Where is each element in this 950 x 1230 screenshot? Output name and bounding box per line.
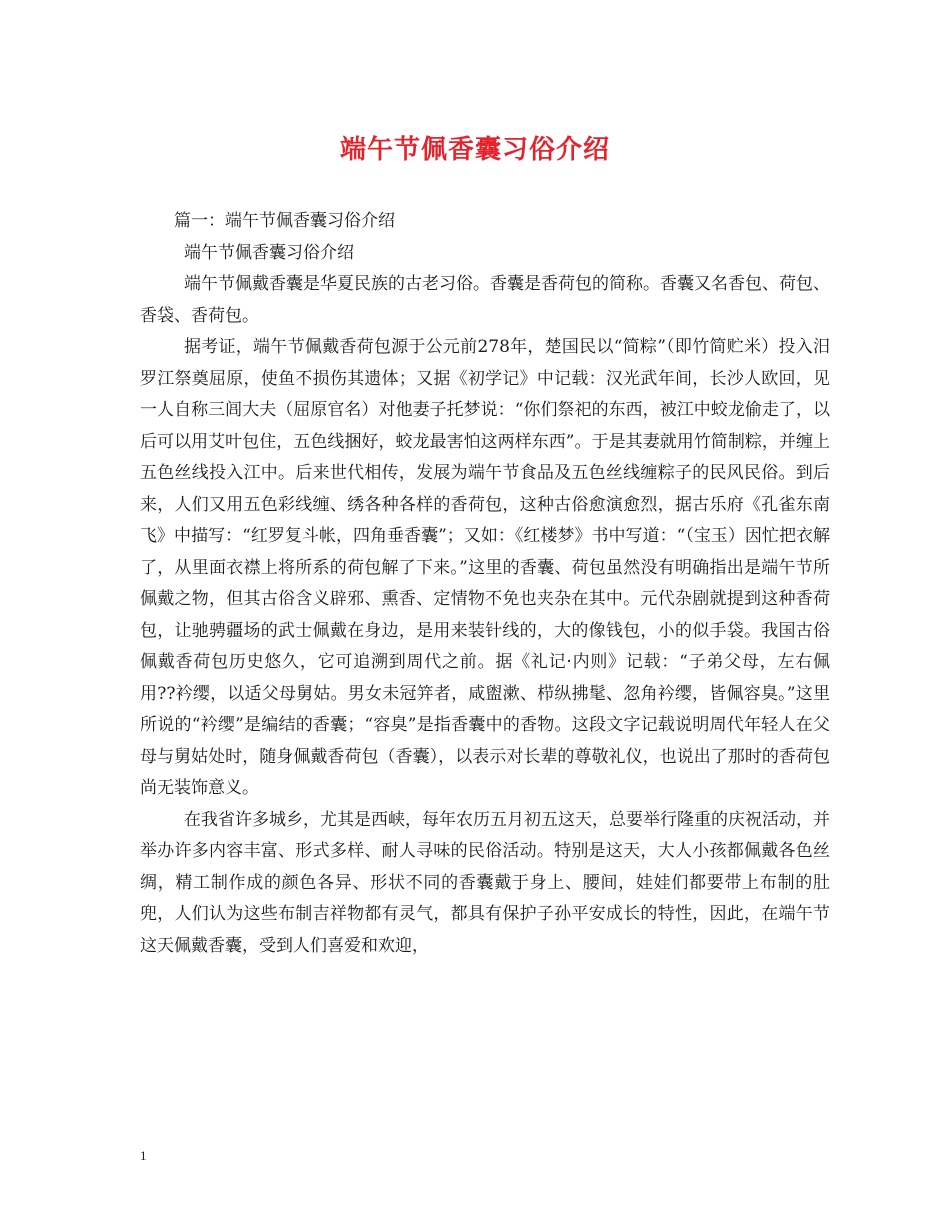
document-body (140, 206, 830, 962)
sub-heading: 端午节佩香囊习俗介绍 (184, 242, 354, 263)
paragraph-intro: 端午节佩戴香囊是华夏民族的古老习俗。香囊是香荷包的简称。香囊又名香包、荷包、香袋、香荷包。 (140, 274, 830, 326)
paragraph-local-custom: 在我省许多城乡，尤其是西峡，每年农历五月初五这天，总要举行隆重的庆祝活动，并举办许多内容丰富、形式多样、耐人寻味的民俗活动。特别是这天，大人小孩都佩戴各色丝绸，精工制作成的颜色各异、形状不同的香囊戴于身上、腰间，娃娃们都要带上布制的肚兜，人们认为这些布制吉祥物都有灵气，都具有保护子孙平安成长的特性，因此，在端午节这天佩戴香囊，受到人们喜爱和欢迎， (140, 809, 830, 956)
section-heading: 篇一：端午节佩香囊习俗介绍 (174, 211, 395, 231)
paragraph-history: 据考证，端午节佩戴香荷包源于公元前278年，楚国民以“简粽”（即竹简贮米）投入汨罗江祭奠屈原，使鱼不损伤其遗体；又据《初学记》中记载：汉光武年间，长沙人欧回，见一人自称三闾大夫（屈原官名）对他妻子托梦说：“你们祭祀的东西，被江中蛟龙偷走了，以后可以用艾叶包住，五色线捆好，蛟龙最害怕这两样东西”。于是其妻就用竹简制粽，并缠上五色丝线投入江中。后来世代相传，发展为端午节食品及五色丝线缠粽子的民风民俗。到后来，人们又用五色彩线缠、绣各种各样的香荷包，这种古俗愈演愈烈，据古乐府《孔雀东南飞》中描写：“红罗复斗帐，四角垂香囊”；又如：《红楼梦》书中写道：“（宝玉）因忙把衣解了，从里面衣襟上将所系的荷包解了下来。”这里的香囊、荷包虽然没有明确指出是端午节所佩戴之物，但其古俗含义辟邪、熏香、定情物不免也夹杂在其中。元代杂剧就提到这种香荷包，让驰骋疆场的武士佩戴在身边，是用来装针线的，大的像钱包，小的似手袋。我国古俗佩戴香荷包历史悠久，它可追溯到周代之前。据《礼记·内则》记载：“子弟父母，左右佩用??衿缨，以适父母舅姑。男女未冠笄者，咸盥漱、栉纵拂髦、忽角衿缨，皆佩容臭。”这里所说的“衿缨”是编结的香囊；“容臭”是指香囊中的香物。这段文字记载说明周代年轻人在父母与舅姑处时，随身佩戴香荷包（香囊），以表示对长辈的尊敬礼仪，也说出了那时的香荷包尚无装饰意义。 (140, 337, 830, 798)
document-title: 端午节佩香囊习俗介绍 (339, 135, 610, 165)
page-number: 1 (140, 1148, 147, 1163)
